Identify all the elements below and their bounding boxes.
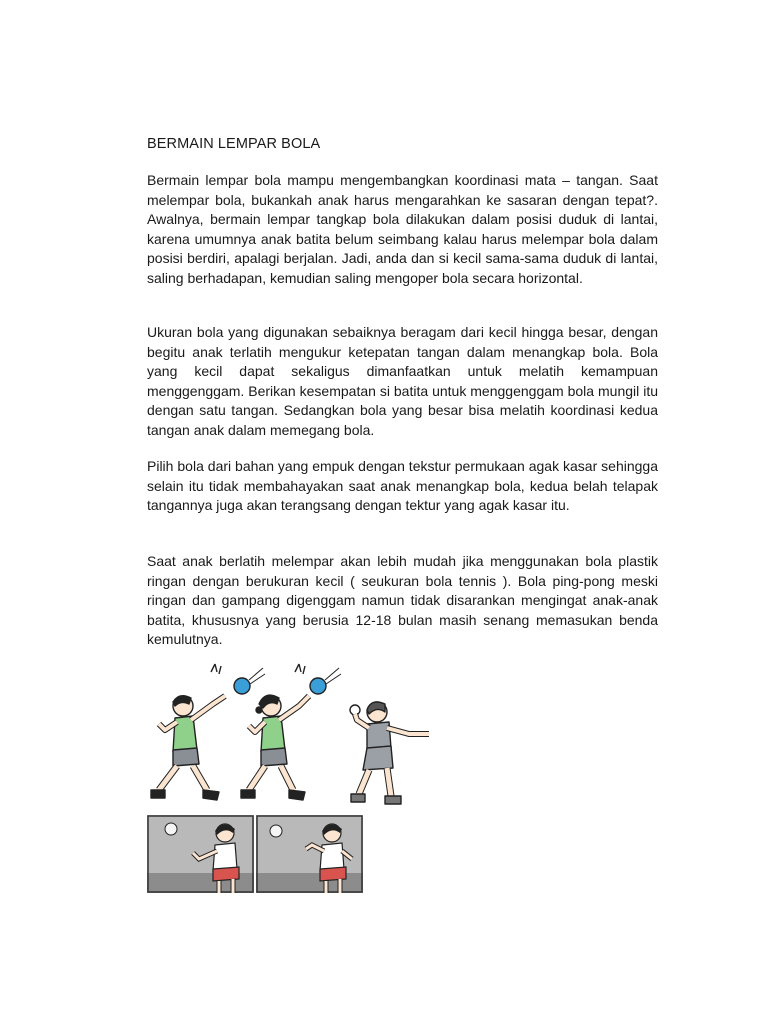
ball-icon xyxy=(165,823,177,835)
child-boy-throwing xyxy=(151,664,265,800)
paragraph-4: Saat anak berlatih melempar akan lebih mudah jika menggunakan bola plastik ringan dengan berukuran kecil ( seukuran bola tennis ). Bola ping-pong meski ringan dan gampang digenggam namun tidak disarankan mengingat anak-anak batita, khususnya yang berusia 12-18 bulan masih senang memasukan benda kemulutnya. xyxy=(147,553,658,647)
child-aiming-ball xyxy=(350,702,429,804)
catching-panel-2 xyxy=(256,815,363,893)
ball-icon xyxy=(350,705,360,715)
throwing-children-illustration xyxy=(145,662,475,812)
ball-icon xyxy=(270,825,282,837)
paragraph-2: Ukuran bola yang digunakan sebaiknya beragam dari kecil hingga besar, dengan begitu anak terlatih mengukur ketepatan tangan dalam menangkap bola. Bola yang kecil dapat sekaligus dimanfaatkan untuk melatih kemampuan menggenggam. Berikan kesempatan si batita untuk menggenggam bola mungil itu dengan satu tangan. Sedangkan bola yang besar bisa melatih koordinasi kedua tangan anak dalam memegang bola. xyxy=(147,324,658,438)
paragraph-3: Pilih bola dari bahan yang empuk dengan tekstur permukaan agak kasar sehingga selain itu tidak membahayakan saat anak menangkap bola, kedua belah telapak tangannya juga akan terangsang dengan tektur yang agak kasar itu. xyxy=(147,458,658,513)
child-girl-throwing xyxy=(241,664,341,800)
catching-panel-1 xyxy=(147,815,254,893)
ball-icon xyxy=(234,678,250,694)
paragraph-1: Bermain lempar bola mampu mengembangkan koordinasi mata – tangan. Saat melempar bola, bukankah anak harus mengarahkan ke sasaran dengan tepat?. Awalnya, bermain lempar tangkap bola dilakukan dalam posisi duduk di lantai, karena umumnya anak batita belum seimbang kalau harus melempar bola dalam posisi berdiri, apalagi berjalan. Jadi, anda dan si kecil sama-sama duduk di lantai, saling berhadapan, kemudian saling mengoper bola secara horizontal. xyxy=(147,172,658,286)
document-title: BERMAIN LEMPAR BOLA xyxy=(147,136,321,152)
ball-icon xyxy=(310,678,326,694)
